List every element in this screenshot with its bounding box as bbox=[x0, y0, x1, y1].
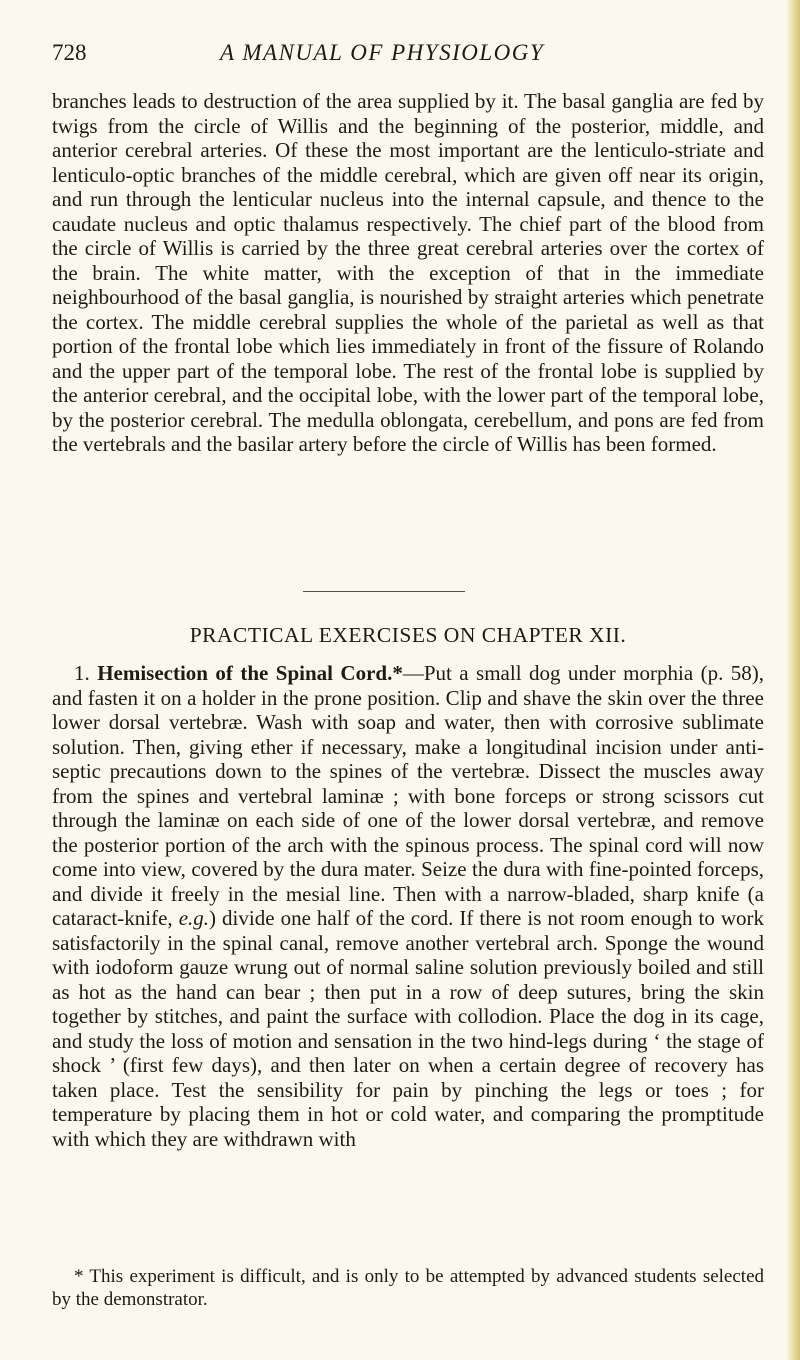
exercise-text-part-1: —Put a small dog under morphia (p. 58), and fasten it on a holder in the prone position. Clip and shave the skin over the three lower dorsal vertebræ. Wash with soap and water, then with corrosive sublimate solution. Then, giving ether if necessary, make a longitudinal incision under anti-septic precautions down to the spines of the vertebræ. Dissect the muscles away from the spines and vertebral laminæ ; with bone forceps or strong scissors cut through the laminæ on each side of one of the lower dorsal vertebræ, and remove the posterior portion of the arch with the spinous process. The spinal cord will now come into view, covered by the dura mater. Seize the dura with fine-pointed forceps, and divide it freely in the mesial line. Then with a narrow-bladed, sharp knife (a cataract-knife, bbox=[52, 661, 764, 930]
page-number: 728 bbox=[52, 40, 87, 65]
exercise-title: Hemisection of the Spinal Cord.* bbox=[97, 661, 403, 685]
footnote: * This experiment is difficult, and is only to be attempted by advanced students selected by the demonstrator. bbox=[52, 1266, 764, 1310]
running-title: A MANUAL OF PHYSIOLOGY bbox=[220, 40, 545, 65]
exercise-text-part-2: ) divide one half of the cord. If there is not room enough to work satisfactorily in the spinal canal, remove another vertebral arch. Sponge the wound with iodoform gauze wrung out of normal saline solution previously boiled and still as hot as the hand can bear ; then put in a row of deep sutures, bring the skin together by stitches, and paint the surface with collodion. Place the dog in its cage, and study the loss of motion and sensation in the two hind-legs during ‘ the stage of shock ’ (first few days), and then later on when a certain degree of recovery has taken place. Test the sensibility for pain by pinching the legs or toes ; for temperature by placing them in hot or cold water, and comparing the promptitude with which they are withdrawn with bbox=[52, 906, 764, 1151]
page-header bbox=[52, 40, 772, 76]
exercise-paragraph bbox=[52, 661, 764, 1151]
exercise-number: 1. bbox=[74, 661, 90, 685]
section-heading: PRACTICAL EXERCISES ON CHAPTER XII. bbox=[189, 623, 627, 647]
page-edge-discoloration bbox=[786, 0, 800, 1360]
body-paragraph-circulation: branches leads to destruction of the area supplied by it. The basal ganglia are fed by twigs from the circle of Willis and the beginning of the posterior, middle, and anterior cerebral arteries. Of these the most important are the lenticulo-striate and lenticulo-optic branches of the middle cerebral, which are given off near its origin, and run through the lenticular nucleus into the internal capsule, and thence to the caudate nucleus and optic thalamus respectively. The chief part of the blood from the circle of Willis is carried by the three great cerebral arteries over the cortex of the brain. The white matter, with the exception of that in the immediate neighbourhood of the basal ganglia, is nourished by straight arteries which penetrate the cortex. The middle cerebral supplies the whole of the parietal as well as that portion of the frontal lobe which lies immediately in front of the fissure of Rolando and the upper part of the temporal lobe. The rest of the frontal lobe is supplied by the anterior cerebral, and the occipital lobe, with the lower part of the temporal lobe, by the posterior cerebral. The medulla oblongata, cerebellum, and pons are fed from the vertebrals and the basilar artery before the circle of Willis has been formed. bbox=[52, 89, 764, 456]
exercise-eg: e.g. bbox=[178, 906, 210, 930]
section-divider bbox=[303, 591, 465, 592]
